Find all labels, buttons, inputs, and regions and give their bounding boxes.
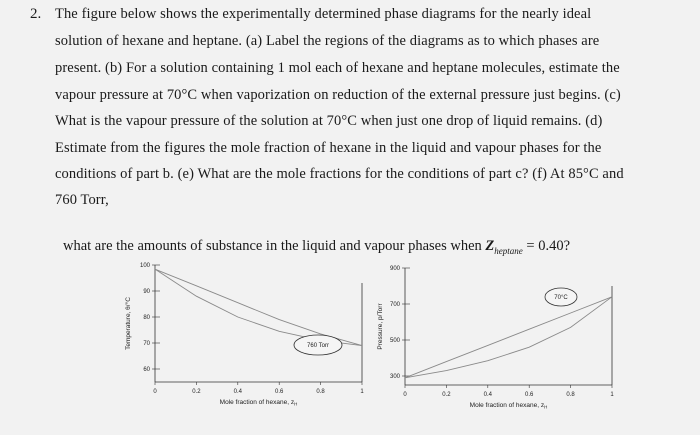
phase-boundary-curve: [155, 269, 362, 345]
x-tick-label: 0.2: [442, 392, 451, 398]
x-tick-label: 1: [610, 392, 614, 398]
x-tick-label: 0.6: [525, 392, 534, 398]
x-tick-label: 0.8: [566, 392, 575, 398]
y-tick-label: 500: [389, 338, 400, 344]
question-last-line-prefix: what are the amounts of substance in the liquid and vapour phases when: [63, 238, 486, 254]
y-tick-label: 70: [143, 341, 150, 347]
question-line: vapour pressure at 70°C when vaporization on reduction of the external pressure just begins. (c): [55, 87, 621, 103]
question-line: Estimate from the figures the mole fraction of hexane in the liquid and vapour phases for the: [55, 140, 602, 156]
question-line: present. (b) For a solution containing 1 mol each of hexane and heptane molecules, estimate the: [55, 60, 620, 76]
question-line: 760 Torr,: [55, 192, 109, 208]
x-axis-label: Mole fraction of hexane, $z_H$: [219, 399, 298, 407]
z-subscript: heptane: [494, 245, 523, 256]
z-symbol: Z: [485, 238, 495, 254]
y-tick-label: 300: [389, 374, 400, 380]
annotation-label: 70°C: [554, 295, 568, 301]
y-tick-label: 900: [389, 266, 400, 272]
question-line: What is the vapour pressure of the solution at 70°C when just one drop of liquid remains. (d): [55, 113, 603, 129]
y-tick-label: 100: [139, 263, 150, 269]
x-tick-label: 0: [403, 392, 407, 398]
temperature-phase-diagram: [124, 263, 364, 407]
y-axis-label: Temperature, θ/°C: [125, 297, 132, 350]
x-tick-label: 0.6: [275, 389, 284, 395]
x-axis-label-subscript: H: [294, 401, 298, 407]
x-axis-label: Mole fraction of hexane, $z_H$: [469, 402, 548, 410]
x-tick-label: 0.8: [316, 389, 325, 395]
question-line: conditions of part b. (e) What are the mole fractions for the conditions of part c? (f) At 85°C and: [55, 166, 624, 182]
x-tick-label: 0: [153, 389, 157, 395]
y-tick-label: 700: [389, 302, 400, 308]
phase-boundary-curve: [155, 269, 362, 345]
phase-boundary-curve: [405, 297, 612, 378]
x-tick-label: 0.2: [192, 389, 201, 395]
question-line: solution of hexane and heptane. (a) Label the regions of the diagrams as to which phases are: [55, 33, 600, 49]
x-axis-label-subscript: H: [544, 404, 548, 410]
y-tick-label: 80: [143, 315, 150, 321]
y-tick-label: 60: [143, 367, 150, 373]
x-tick-label: 0.4: [233, 389, 242, 395]
question-number: 2.: [30, 6, 42, 22]
question-last-line-suffix: = 0.40?: [522, 238, 571, 254]
y-tick-label: 90: [143, 289, 150, 295]
x-tick-label: 0.4: [483, 392, 492, 398]
pressure-phase-diagram: [377, 266, 614, 410]
question-line: The figure below shows the experimentally determined phase diagrams for the nearly ideal: [55, 6, 592, 22]
x-tick-label: 1: [360, 389, 364, 395]
y-axis-label: Pressure, p/Torr: [377, 303, 384, 350]
annotation-label: 760 Torr: [307, 343, 329, 349]
